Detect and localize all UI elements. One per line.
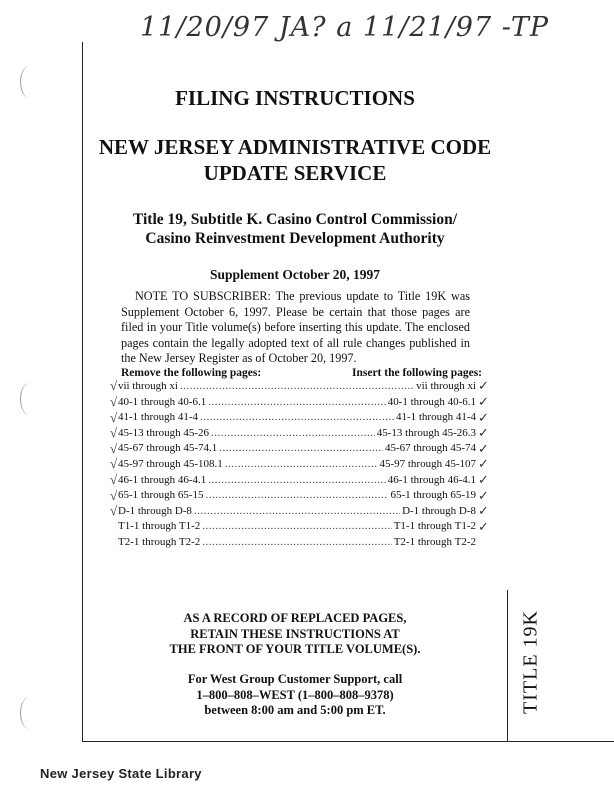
subscriber-note: NOTE TO SUBSCRIBER: The previous update to Title 19K was Supplement October 6, 1997. Please be certain that those pages are filed in your Title volume(s) before inserting this update. The enclosed pages contain the legally adopted text of all rule changes published in the New Jersey Register as of October 20, 1997. [121, 289, 470, 366]
insert-range: 41-1 through 41-4 [395, 411, 476, 424]
checkmark-icon: ✓ [478, 394, 489, 409]
insert-range: 46-1 through 46-4.1 [387, 473, 476, 486]
checkmark-icon: ✓ [478, 441, 489, 456]
insert-range: 65-1 through 65-19 [390, 489, 476, 502]
checkmark-icon: ✓ [478, 456, 489, 471]
checkmark-icon: ✓ [478, 519, 489, 534]
list-item [118, 489, 476, 505]
tab-divider [507, 590, 508, 741]
record-notice-line: RETAIN THESE INSTRUCTIONS AT [190, 626, 400, 641]
checkmark-icon: √ [110, 503, 118, 518]
list-item [118, 427, 476, 443]
remove-range: 65-1 through 65-15 [118, 489, 204, 502]
checkmark-icon: √ [110, 472, 118, 487]
list-item [118, 380, 476, 396]
list-item [118, 505, 476, 521]
remove-range: T1-1 through T1-2 [118, 520, 201, 533]
insert-range: 40-1 through 40-6.1 [387, 395, 476, 408]
page-list [118, 380, 476, 552]
checkmark-icon: √ [110, 378, 118, 393]
binder-hole [20, 697, 39, 729]
remove-range: 45-67 through 45-74.1 [118, 442, 218, 455]
insert-range: 45-67 through 45-74 [384, 442, 476, 455]
record-notice [83, 611, 507, 658]
checkmark-icon: ✓ [478, 472, 489, 487]
list-item [118, 442, 476, 458]
page-title: FILING INSTRUCTIONS [175, 86, 415, 110]
list-item [118, 536, 476, 552]
insert-range: D-1 through D-8 [402, 504, 476, 517]
checkmark-icon: √ [110, 456, 118, 471]
remove-range: T2-1 through T2-2 [118, 535, 201, 548]
subtitle-line-1: Title 19, Subtitle K. Casino Control Commission/ [132, 211, 458, 228]
support-line: For West Group Customer Support, call [187, 672, 403, 686]
checkmark-icon: √ [110, 410, 118, 425]
library-stamp: New Jersey State Library [40, 766, 202, 781]
support-hours: between 8:00 am and 5:00 pm ET. [204, 703, 386, 717]
support-info [83, 672, 507, 719]
title-tab-label: TITLE 19K [519, 610, 542, 714]
support-phone: 1–800–808–WEST (1–800–808–9378) [196, 687, 394, 702]
remove-header: Remove the following pages: [121, 367, 262, 379]
remove-range: vii through xi [118, 380, 178, 392]
binder-hole [20, 66, 39, 98]
remove-range: 45-13 through 45-26 [118, 426, 210, 439]
insert-range: T2-1 through T2-2 [393, 535, 476, 548]
remove-range: 46-1 through 46-4.1 [118, 473, 207, 486]
list-item [118, 396, 476, 412]
checkmark-icon: √ [110, 488, 118, 503]
checkmark-icon: ✓ [478, 410, 489, 425]
page-frame-bottom [82, 741, 614, 742]
remove-range: 45-97 through 45-108.1 [118, 457, 223, 470]
list-item [118, 458, 476, 474]
list-item [118, 520, 476, 536]
insert-range: T1-1 through T1-2 [393, 520, 476, 533]
list-item [118, 411, 476, 427]
insert-range: 45-13 through 45-26.3 [376, 426, 476, 439]
insert-range: vii through xi [416, 380, 476, 392]
binder-hole [20, 383, 39, 415]
checkmark-icon: ✓ [478, 503, 489, 518]
supplement-date: Supplement October 20, 1997 [209, 267, 380, 282]
checkmark-icon: ✓ [478, 425, 489, 440]
checkmark-icon: ✓ [478, 488, 489, 503]
remove-range: 41-1 through 41-4 [118, 411, 199, 424]
checkmark-icon: √ [110, 425, 118, 440]
subtitle-line-2: Casino Reinvestment Development Authority [145, 230, 445, 247]
insert-header: Insert the following pages: [352, 367, 483, 379]
record-notice-line: AS A RECORD OF REPLACED PAGES, [183, 611, 407, 625]
code-title-line-2: UPDATE SERVICE [203, 161, 387, 185]
code-title-line-1: NEW JERSEY ADMINISTRATIVE CODE [98, 135, 492, 159]
checkmark-icon: ✓ [478, 378, 489, 393]
insert-range: 45-97 through 45-107 [379, 457, 476, 470]
remove-range: D-1 through D-8 [118, 504, 192, 517]
checkmark-icon: √ [110, 441, 118, 456]
list-item [118, 474, 476, 490]
handwritten-date-note: 11/20/97 JA? a 11/21/97 -TP [140, 12, 550, 43]
remove-range: 40-1 through 40-6.1 [118, 395, 207, 408]
record-notice-line: THE FRONT OF YOUR TITLE VOLUME(S). [169, 642, 421, 656]
checkmark-icon: √ [110, 394, 118, 409]
